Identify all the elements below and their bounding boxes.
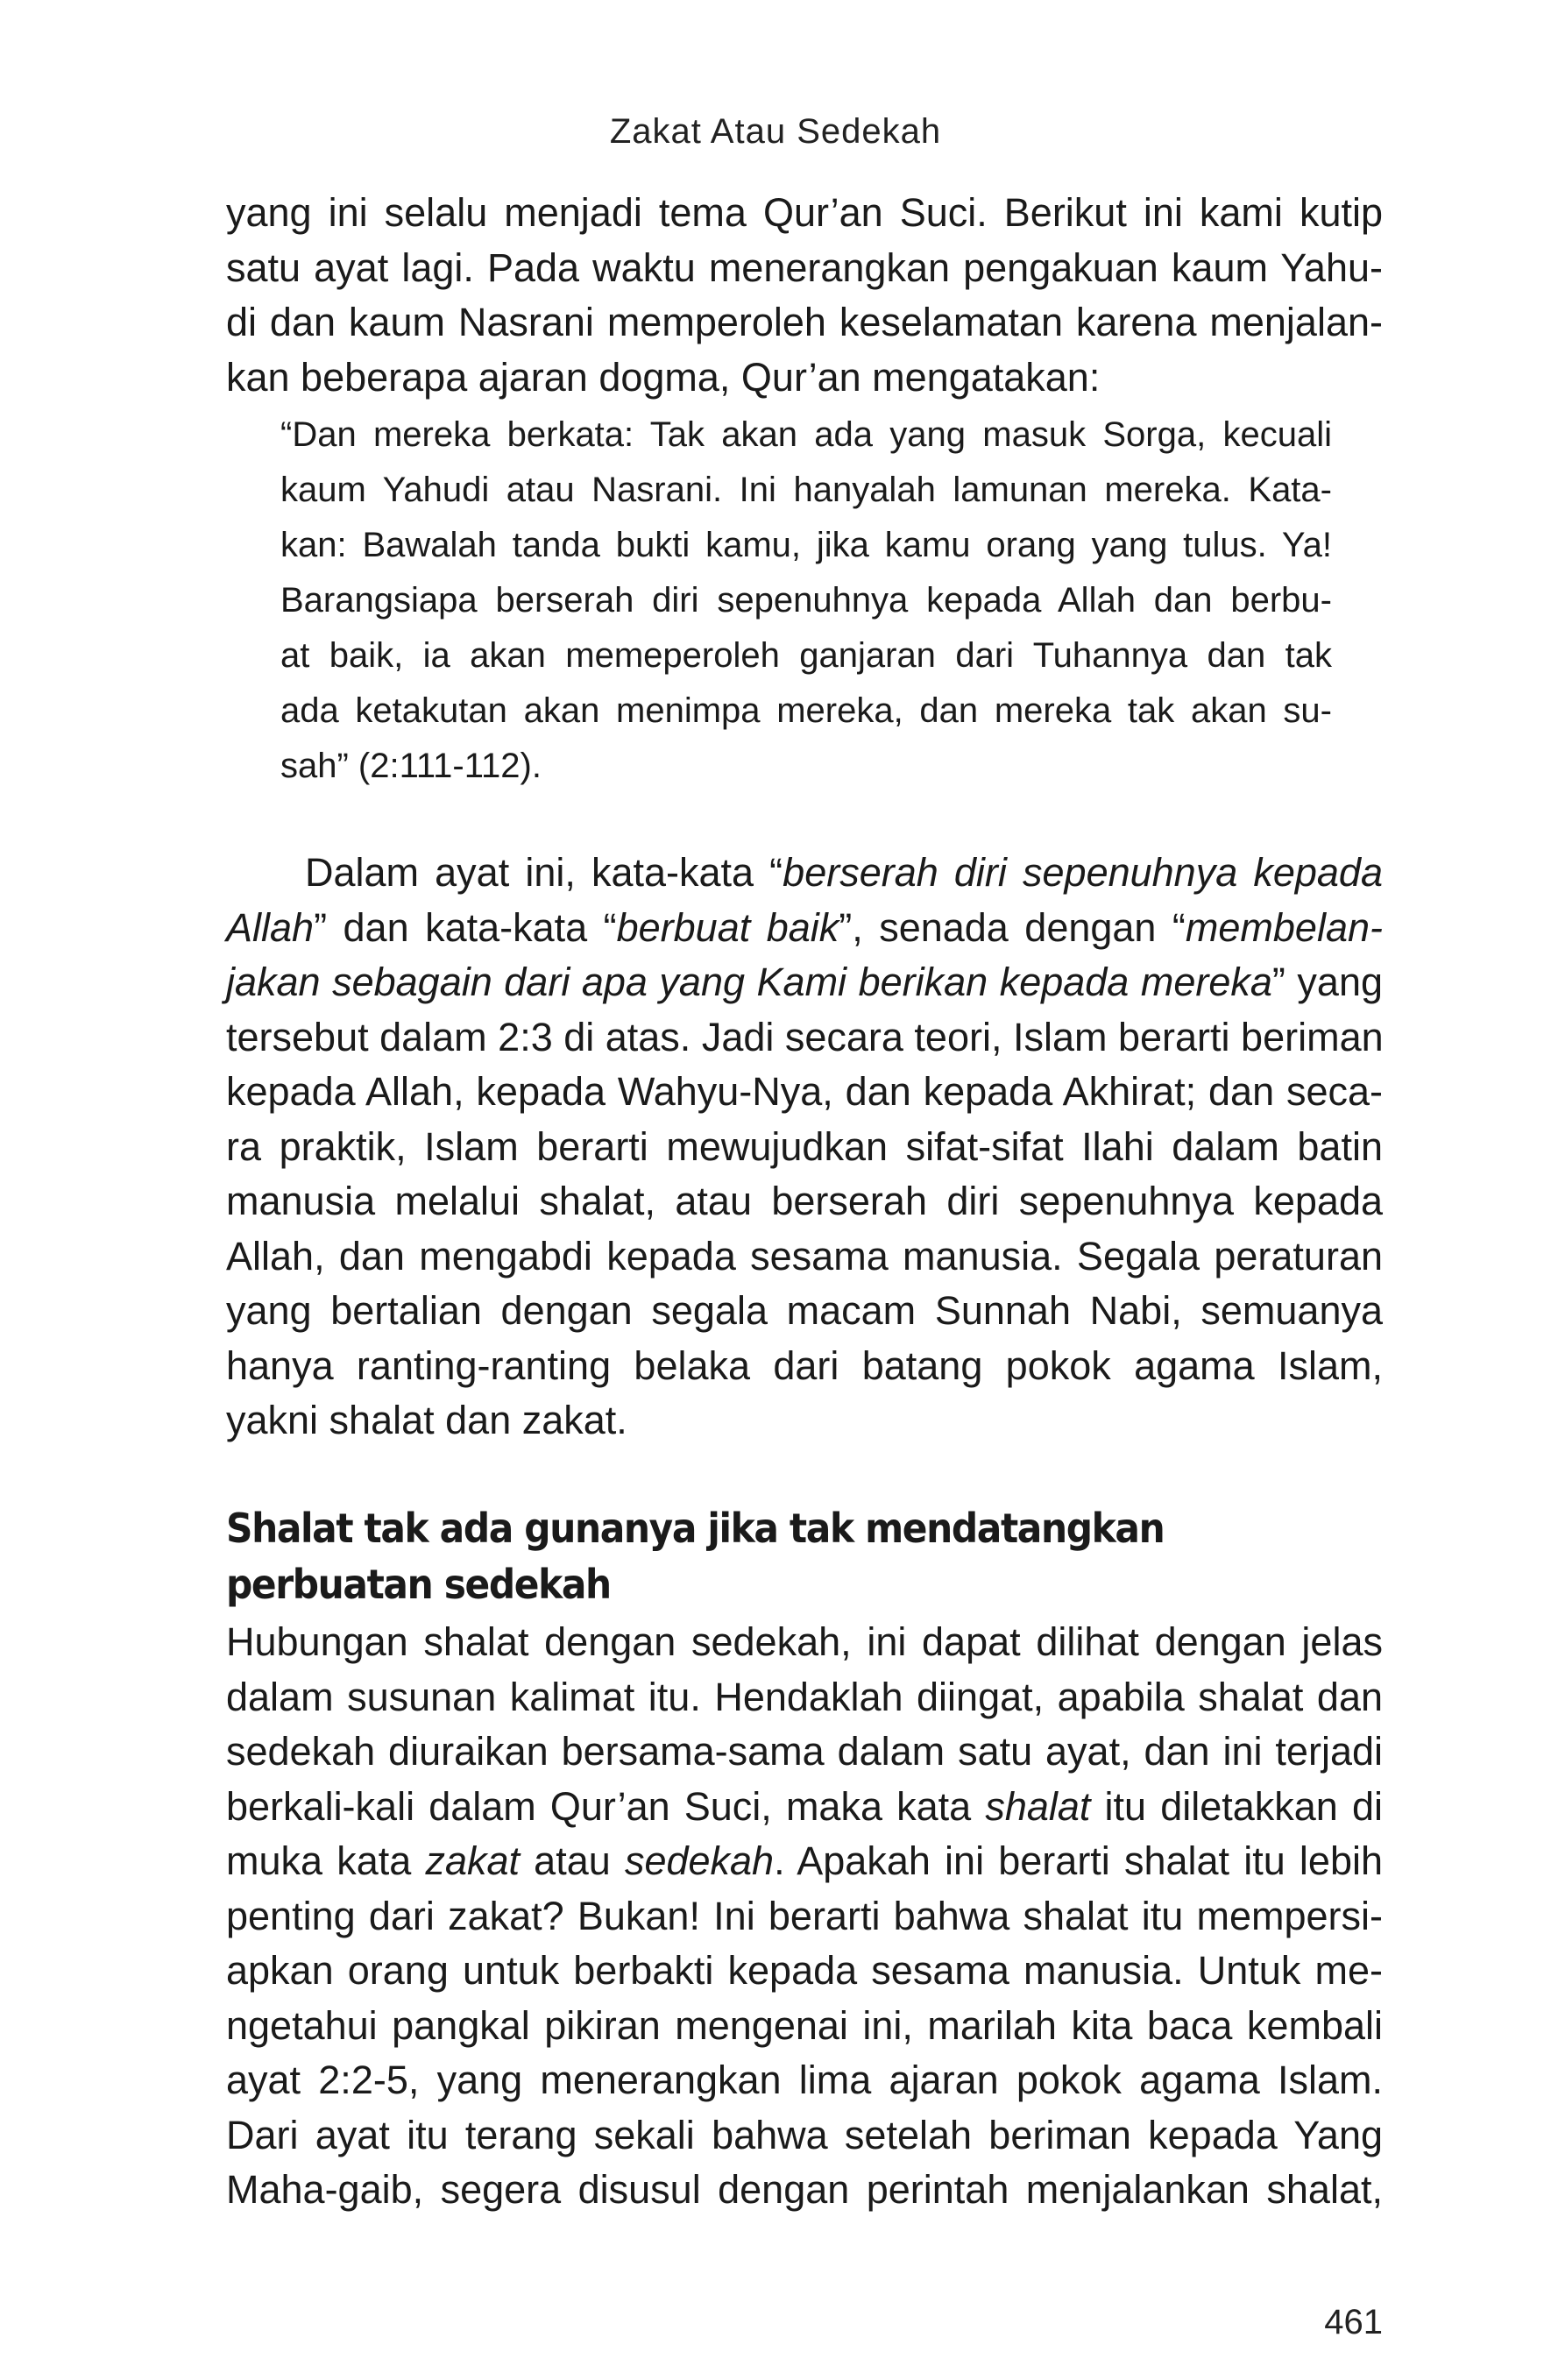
text-line: penting dari zakat? Bukan! Ini berarti bahwa shalat itu mempersi- (226, 1893, 1383, 1938)
text-line: Allah, dan mengabdi kepada sesama manusia. Segala peraturan (226, 1233, 1383, 1279)
text-line: sedekah diuraikan bersama-sama dalam satu ayat, dan ini terjadi (226, 1729, 1383, 1774)
text-line: manusia melalui shalat, atau berserah diri sepenuhnya kepada (226, 1179, 1383, 1223)
text-line: ayat 2:2-5, yang menerangkan lima ajaran pokok agama Islam. (226, 2058, 1383, 2102)
paragraph-3 (226, 1615, 1383, 2218)
text-line: Hubungan shalat dengan sedekah, ini dapat dilihat dengan jelas (226, 1619, 1383, 1664)
block-quote (280, 407, 1332, 794)
text-line: yang ini selalu menjadi tema Qur’an Suci. Berikut ini kami kutip (226, 190, 1383, 235)
section-heading-line: Shalat tak ada gunanya jika tak mendatangkan (226, 1505, 1165, 1552)
running-header: Zakat Atau Sedekah (609, 112, 942, 151)
text-line: muka kata zakat atau sedekah. Apakah ini berarti shalat itu lebih (226, 1838, 1383, 1883)
quote-line: kan: Bawalah tanda bukti kamu, jika kamu orang yang tulus. Ya! (280, 526, 1332, 564)
section-heading (226, 1500, 1290, 1612)
text-line: dalam susunan kalimat itu. Hendaklah diingat, apabila shalat dan (226, 1674, 1383, 1719)
text-line: jakan sebagain dari apa yang Kami berikan kepada mereka” yang (226, 960, 1383, 1004)
text-line: tersebut dalam 2:3 di atas. Jadi secara teori, Islam berarti beriman (226, 1014, 1384, 1059)
text-line: apkan orang untuk berbakti kepada sesama manusia. Untuk me- (226, 1948, 1383, 1993)
quote-line: ada ketakutan akan menimpa mereka, dan mereka tak akan su- (280, 691, 1332, 730)
text-line: ra praktik, Islam berarti mewujudkan sifat-sifat Ilahi dalam batin (226, 1123, 1383, 1169)
quote-line: “Dan mereka berkata: Tak akan ada yang masuk Sorga, kecuali (280, 415, 1332, 454)
text-line: hanya ranting-ranting belaka dari batang pokok agama Islam, (226, 1342, 1383, 1388)
text-line: berkali-kali dalam Qur’an Suci, maka kata shalat itu diletakkan di (226, 1783, 1383, 1829)
text-line: kan beberapa ajaran dogma, Qur’an mengatakan: (226, 354, 1101, 400)
text-line: satu ayat lagi. Pada waktu menerangkan pengakuan kaum Yahu- (226, 244, 1383, 290)
text-line: di dan kaum Nasrani memperoleh keselamatan karena menjalan- (226, 300, 1383, 344)
text-line: ngetahui pangkal pikiran mengenai ini, marilah kita baca kembali (226, 2002, 1383, 2048)
text-line: kepada Allah, kepada Wahyu-Nya, dan kepada Akhirat; dan seca- (226, 1069, 1383, 1114)
text-line: Dalam ayat ini, kata-kata “berserah diri sepenuhnya kepada (305, 850, 1383, 895)
page-number: 461 (1324, 2303, 1383, 2341)
text-line: yang bertalian dengan segala macam Sunnah Nabi, semuanya (226, 1288, 1383, 1333)
text-line: Maha-gaib, segera disusul dengan perintah menjalankan shalat, (226, 2167, 1383, 2212)
section-heading-line: perbuatan sedekah (226, 1561, 611, 1608)
quote-line: sah” (2:111-112). (280, 747, 542, 785)
intro-paragraph (226, 186, 1383, 405)
text-line: yakni shalat dan zakat. (226, 1398, 627, 1442)
text-line: Dari ayat itu terang sekali bahwa setelah beriman kepada Yang (226, 2112, 1383, 2157)
text-line: Allah” dan kata-kata “berbuat baik”, senada dengan “membelan- (226, 904, 1383, 950)
paragraph-2 (226, 846, 1383, 1449)
quote-line: at baik, ia akan memeperoleh ganjaran dari Tuhannya dan tak (280, 636, 1332, 675)
quote-line: Barangsiapa berserah diri sepenuhnya kepada Allah dan berbu- (280, 581, 1332, 620)
quote-line: kaum Yahudi atau Nasrani. Ini hanyalah lamunan mereka. Kata- (280, 471, 1332, 509)
